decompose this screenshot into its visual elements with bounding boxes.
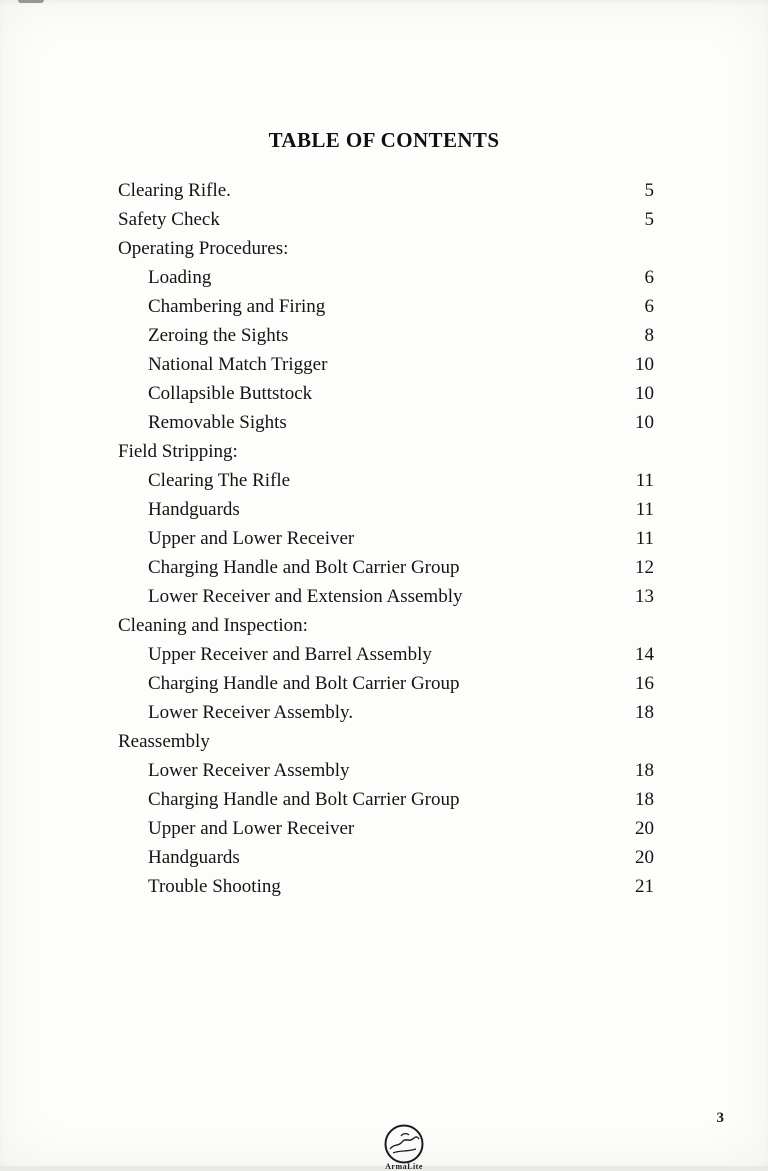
toc-row	[118, 234, 654, 263]
toc-entry-label: Upper Receiver and Barrel Assembly	[148, 644, 432, 665]
toc-entry-page: 5	[644, 209, 654, 230]
page-number: 3	[716, 1110, 724, 1126]
toc-entry-label: Clearing Rifle.	[118, 180, 231, 201]
toc-list	[118, 176, 654, 901]
toc-entry-page: 10	[635, 354, 654, 375]
toc-entry-page: 10	[635, 412, 654, 433]
toc-row	[118, 495, 654, 524]
toc-entry-label: Zeroing the Sights	[148, 325, 289, 346]
toc-entry-page: 16	[635, 673, 654, 694]
toc-entry-label: Safety Check	[118, 209, 220, 230]
toc-row	[118, 408, 654, 437]
toc-entry-page: 20	[635, 847, 654, 868]
toc-entry-page: 11	[635, 528, 654, 549]
toc-entry-page: 8	[644, 325, 654, 346]
toc-entry-label: Trouble Shooting	[148, 876, 281, 897]
toc-entry-label: Collapsible Buttstock	[148, 383, 313, 404]
toc-row	[118, 466, 654, 495]
toc-entry-page: 20	[635, 818, 654, 839]
toc-row	[118, 698, 654, 727]
toc-entry-label: Upper and Lower Receiver	[148, 818, 355, 839]
toc-entry-page: 18	[635, 789, 654, 810]
toc-row	[118, 640, 654, 669]
toc-entry-page: 5	[644, 180, 654, 201]
toc-entry-page: 10	[635, 383, 654, 404]
toc-entry-label: Reassembly	[118, 731, 210, 752]
toc-entry-label: Charging Handle and Bolt Carrier Group	[148, 789, 460, 810]
toc-row	[118, 176, 654, 205]
scan-artifact	[18, 0, 44, 3]
toc-entry-label: Lower Receiver and Extension Assembly	[148, 586, 463, 607]
toc-entry-label: Charging Handle and Bolt Carrier Group	[148, 673, 460, 694]
toc-row	[118, 379, 654, 408]
toc-row	[118, 785, 654, 814]
toc-entry-page: 11	[635, 499, 654, 520]
toc-entry-page: 6	[644, 267, 654, 288]
toc-row	[118, 814, 654, 843]
toc-entry-label: Removable Sights	[148, 412, 287, 433]
armalite-logo	[379, 1123, 429, 1171]
toc-entry-page: 21	[635, 876, 654, 897]
toc-entry-label: Lower Receiver Assembly	[148, 760, 350, 781]
toc-entry-page: 13	[635, 586, 654, 607]
page-title: TABLE OF CONTENTS	[268, 128, 500, 152]
toc-row	[118, 727, 654, 756]
toc-row	[118, 553, 654, 582]
toc-entry-label: Handguards	[148, 499, 240, 520]
toc-entry-label: Loading	[148, 267, 212, 288]
toc-row	[118, 843, 654, 872]
toc-entry-page: 6	[644, 296, 654, 317]
toc-row	[118, 292, 654, 321]
toc-entry-label: Chambering and Firing	[148, 296, 326, 317]
toc-row	[118, 872, 654, 901]
toc-row	[118, 437, 654, 466]
toc-row	[118, 756, 654, 785]
toc-row	[118, 350, 654, 379]
toc-entry-label: Field Stripping:	[118, 441, 238, 462]
toc-entry-label: Operating Procedures:	[118, 238, 289, 259]
logo-text: ArmaLite	[385, 1162, 423, 1171]
toc-entry-page: 14	[635, 644, 654, 665]
toc-entry-label: National Match Trigger	[148, 354, 328, 375]
toc-entry-label: Handguards	[148, 847, 240, 868]
toc-entry-page: 11	[635, 470, 654, 491]
toc-entry-label: Lower Receiver Assembly.	[148, 702, 354, 723]
toc-entry-page: 18	[635, 760, 654, 781]
toc-entry-page: 18	[635, 702, 654, 723]
toc-entry-label: Charging Handle and Bolt Carrier Group	[148, 557, 460, 578]
toc-entry-label: Clearing The Rifle	[148, 470, 291, 491]
armalite-logo-icon	[383, 1123, 425, 1165]
toc-row	[118, 321, 654, 350]
toc-row	[118, 524, 654, 553]
toc-row	[118, 263, 654, 292]
toc-entry-label: Upper and Lower Receiver	[148, 528, 355, 549]
toc-entry-page: 12	[635, 557, 654, 578]
toc-row	[118, 205, 654, 234]
toc-row	[118, 611, 654, 640]
toc-row	[118, 582, 654, 611]
toc-entry-label: Cleaning and Inspection:	[118, 615, 308, 636]
toc-row	[118, 669, 654, 698]
